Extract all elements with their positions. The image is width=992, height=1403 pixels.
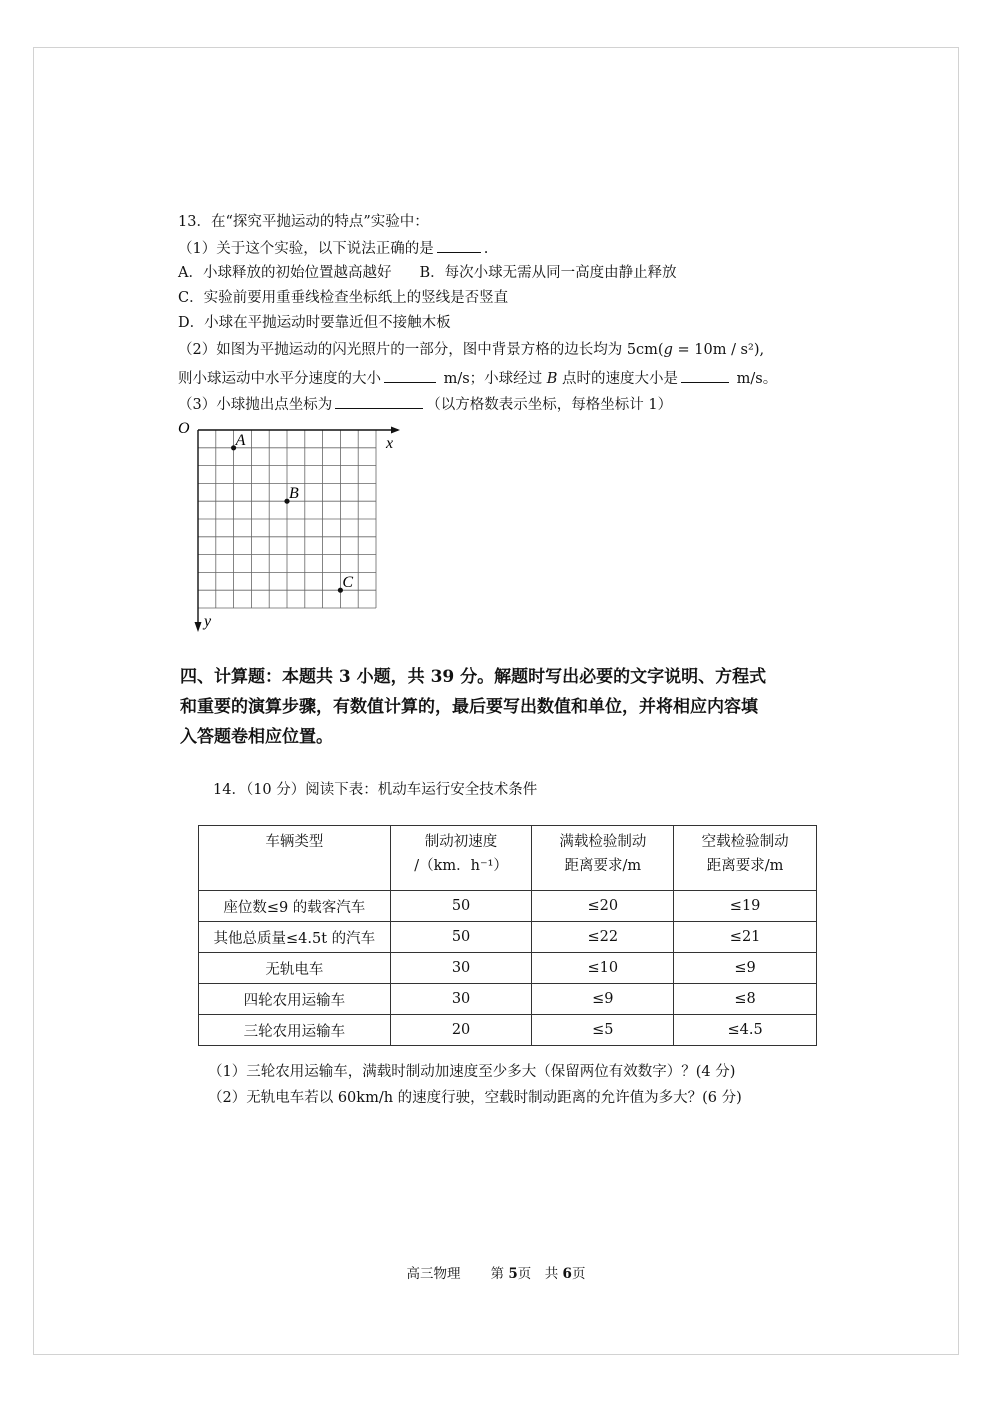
table-cell: 50 [390,922,532,953]
origin-label: O [178,420,190,437]
footer-page-suffix: 页 [571,1266,586,1282]
footer-page-number: 5 [508,1266,518,1282]
vehicle-safety-table [198,825,817,1046]
table-cell: 30 [390,984,532,1015]
q14-part1: （1）三轮农用运输车，满载时制动加速度至少多大（保留两位有效数字）？(4 分) [208,1064,736,1080]
q14-part2: （2）无轨电车若以 60km/h 的速度行驶，空载时制动距离的允许值为多大？(6 分) [208,1090,742,1106]
table-cell: 其他总质量≤4.5t 的汽车 [199,922,391,953]
table-row [199,953,817,984]
header-full-load-l1: 满载检验制动 [559,834,647,850]
table-row [199,1015,817,1046]
y-axis-label: y [204,613,212,630]
point-c-label: C [342,574,354,592]
section4-line2: 和重要的演算步骤，有数值计算的，最后要写出数值和单位，并将相应内容填 [180,697,758,717]
point-b-label: B [289,485,299,503]
table-cell: ≤9 [532,984,674,1015]
table-cell: ≤20 [532,891,674,922]
header-full-load-l2: 距离要求/m [564,858,642,874]
table-cell: 无轨电车 [199,953,391,984]
table-header-row [199,826,817,891]
table-row [199,891,817,922]
q13-part2-line2-b: m/s；小球经过 [439,371,547,387]
q13-part1-suffix: . [483,241,489,257]
table-cell: ≤5 [532,1015,674,1046]
footer-page-mid: 页 共 [517,1266,563,1282]
x-axis-label: x [386,435,394,452]
q13-coord-blank[interactable] [335,394,423,409]
q13-title: 13．在“探究平抛运动的特点”实验中： [178,214,429,230]
q13-part2-line2-d: m/s。 [732,371,778,387]
table-cell: 50 [390,891,532,922]
q13-part2-g: g [663,342,673,358]
q13-part2-line2-c: 点时的速度大小是 [557,371,679,387]
q13-part3-a: （3）小球抛出点坐标为 [178,397,333,413]
q13-option-a: A．小球释放的初始位置越高越好 [178,265,392,281]
q13-part1-blank[interactable] [437,238,481,253]
header-initial-speed-l1: 制动初速度 [424,834,498,850]
header-vehicle-type [199,826,391,891]
header-full-load [532,826,674,891]
header-initial-speed-l2: /（km．h⁻¹） [414,858,508,874]
section4-line3: 入答题卷相应位置。 [180,727,333,747]
table-cell: ≤4.5 [674,1015,817,1046]
q13-speed-blank-1[interactable] [384,368,436,383]
header-initial-speed [390,826,532,891]
table-row [199,922,817,953]
table-cell: ≤10 [532,953,674,984]
q13-part1 [178,238,488,259]
q13-part2-line1 [178,340,764,360]
section4-line1: 四、计算题：本题共 3 小题，共 39 分。解题时写出必要的文字说明、方程式 [180,667,767,687]
q13-option-d: D．小球在平抛运动时要靠近但不接触木板 [178,315,451,331]
q13-part2-text-b: = 10m / s²), [672,342,765,358]
table-cell: 三轮农用运输车 [199,1015,391,1046]
page-footer [0,1262,992,1282]
x-axis-arrow [391,427,400,434]
table-cell: ≤8 [674,984,817,1015]
q13-part2-point-b: B [546,371,558,387]
q13-part2-text-a: （2）如图为平抛运动的闪光照片的一部分，图中背景方格的边长均为 5cm( [178,342,664,358]
table-row [199,984,817,1015]
header-empty-load-l2: 距离要求/m [706,858,784,874]
y-axis-arrow [195,622,202,632]
q13-part2-line2-a: 则小球运动中水平分速度的大小 [178,371,381,387]
q13-option-c: C．实验前要用重垂线检查坐标纸上的竖线是否竖直 [178,290,509,306]
q13-speed-blank-2[interactable] [681,368,729,383]
q13-option-b: B．每次小球无需从同一高度由静止释放 [419,265,677,281]
header-empty-load-l1: 空载检验制动 [701,834,789,850]
header-vehicle-type-text: 车辆类型 [265,834,324,850]
footer-page-prefix: 第 [490,1266,509,1282]
q13-part2-line2 [178,368,777,389]
q13-part1-prefix: （1）关于这个实验，以下说法正确的是 [178,241,434,257]
q13-options-ab [178,263,677,283]
table-cell: ≤19 [674,891,817,922]
q14-title: 14．（10 分）阅读下表：机动车运行安全技术条件 [213,782,538,798]
header-empty-load [674,826,817,891]
footer-page-total: 6 [562,1266,572,1282]
table-cell: 座位数≤9 的载客汽车 [199,891,391,922]
table-cell: ≤21 [674,922,817,953]
trajectory-grid [170,410,410,640]
point-a-label: A [235,431,246,449]
table-cell: 30 [390,953,532,984]
table-cell: 四轮农用运输车 [199,984,391,1015]
footer-subject: 高三物理 [406,1266,461,1282]
table-cell: ≤9 [674,953,817,984]
table-cell: 20 [390,1015,532,1046]
q13-part3-b: （以方格数表示坐标，每格坐标计 1） [426,397,673,413]
table-cell: ≤22 [532,922,674,953]
